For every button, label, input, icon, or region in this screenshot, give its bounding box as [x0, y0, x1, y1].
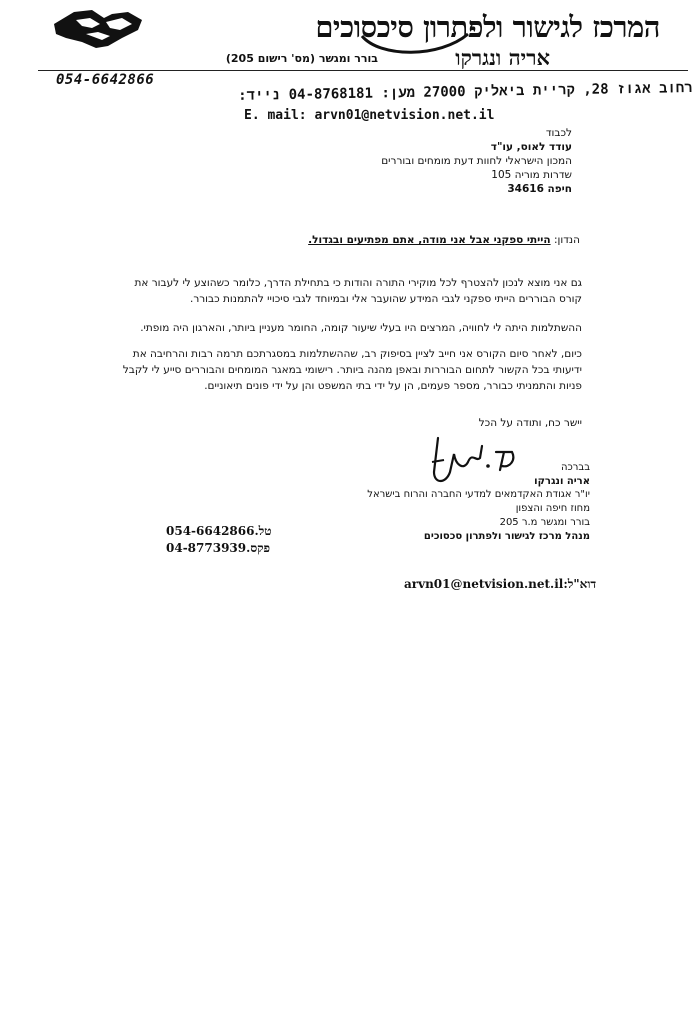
- recipient-name: עודד לאוס, עו"ד: [490, 141, 572, 153]
- letterhead-rule: [38, 70, 688, 71]
- letterhead-name: אריה ונגרקו: [455, 45, 550, 70]
- recipient-greeting: לכבוד: [545, 127, 572, 139]
- recipient-city: חיפה 34616: [507, 183, 572, 195]
- signature-blessing: בברכה: [560, 462, 590, 473]
- subject-label: הנדון:: [553, 234, 580, 246]
- letterhead-mobile: 054-6642866: [56, 72, 155, 88]
- letterhead-address: רחוב אגוז 28, קריית ביאליק 27000 מען: 04-8768181 נייד:: [237, 80, 693, 104]
- body-paragraph-3: כיום, לאחר סיום הקורס אני חייב לציין בסיפוק רב, שההשתלמות במסגרתכם תרמה רבות והרחיבה את ידיעותי בכל הקשור לתחום הבוררות ובאפן מהנה ביותר. רישומי במאגר המומחים והבוררים סייע לי לקבל פניות והתמניתי כבורר, מספר פעמים, הן על ידי בתי המשפט והן על ידי פונים תיאוניים.: [122, 348, 582, 392]
- body-paragraph-1: גם אני מוצא לנכון להצטרף לכל מוקירי התורה והודות כי בתחילת הדרך, כלומר כשהוצע לי לעבור את קורס הבוררים הייתי ספקני לגבי המידע שהועבר אלי ובמיוחד לגבי סיכויי להתמנות כבורר.: [134, 277, 582, 305]
- signature-role-2: מחוז חיפה והצפון: [515, 503, 590, 514]
- body-paragraph-4: יישר כח, ותודה על הכל: [478, 417, 582, 429]
- signature-name: אריה ונגרקו: [534, 476, 590, 487]
- handshake-logo: [52, 4, 144, 52]
- signature-role-4: מנהל מרכז לגישור ולפתרון סכסוכים: [423, 531, 590, 542]
- contact-email: arvn01@netvision.net.il:דוא"ל: [404, 577, 597, 591]
- signature-role-3: בורר ומגשר מ.ר 205: [499, 517, 590, 528]
- subject-text: הייתי ספקני אבל אני מודה, אתם מפתיעים ובגדול.: [308, 234, 551, 246]
- signature-role-1: יו"ר אגודת האקדמאים למדעי החברה והרוח בישראל: [367, 489, 590, 500]
- handwritten-signature: [424, 432, 520, 490]
- letterhead-title: המרכז לגישור ולפתרון סיכסוכים: [315, 10, 660, 44]
- contact-fax: 04-8773939.פקס: [166, 541, 271, 555]
- recipient-institute: המכון הישראלי לחוות דעת מומחים ובוררים: [381, 155, 572, 167]
- recipient-street: שדרות מוריה 105: [491, 169, 572, 181]
- contact-tel: 054-6642866.טל: [166, 524, 272, 538]
- subject-line: [308, 234, 580, 246]
- body-paragraph-2: ההשתלמות היתה לי לחוויה, המרצים היו בעלי שיעור קומה, החומר מעניין ביותר, והארגון היה מופתי.: [140, 322, 582, 334]
- letterhead-email: E. mail: arvn01@netvision.net.il: [244, 108, 495, 123]
- letterhead-subtitle: בורר ומגשר (מס' רישום 205): [225, 52, 378, 65]
